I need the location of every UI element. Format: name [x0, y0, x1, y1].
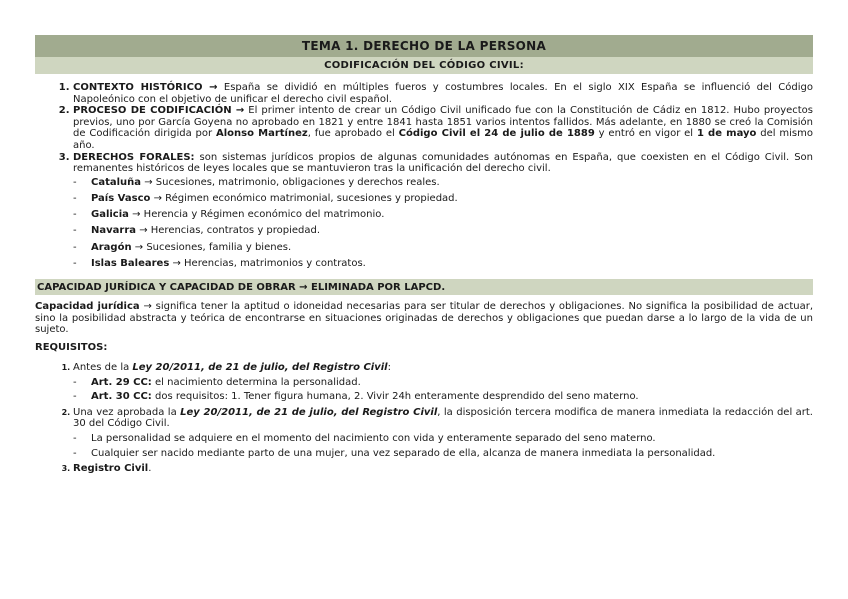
region-name: Aragón: [91, 241, 132, 253]
article-label: Art. 30 CC:: [91, 391, 152, 403]
requisitos-list: [35, 362, 813, 475]
law-reference: Ley 20/2011, de 21 de julio, del Registro Civil: [180, 406, 438, 418]
list-item: [73, 391, 813, 403]
list-item-forales: [73, 152, 813, 270]
list-item-req2: [73, 407, 813, 459]
list-item: [73, 225, 813, 237]
region-desc: Sucesiones, matrimonio, obligaciones y derechos reales.: [152, 176, 440, 188]
title-text: TEMA 1. DERECHO DE LA PERSONA: [301, 39, 547, 53]
document-page: [35, 35, 813, 475]
section-subtitle: [35, 57, 813, 74]
forales-sublist: [73, 177, 813, 270]
req2-sublist: [73, 433, 813, 459]
list-item: [73, 209, 813, 221]
law-reference: Ley 20/2011, de 21 de julio, del Registro Civil: [132, 362, 388, 374]
item-text: :: [387, 362, 391, 374]
codification-list: [35, 82, 813, 269]
region-desc: Régimen económico matrimonial, sucesiones y propiedad.: [161, 192, 458, 204]
item-text: del mismo año.: [73, 128, 813, 151]
item-text: El primer intento de crear un Código Civil unificado fue con la Constitución de Cádiz en 1812. Hubo proyectos previos, uno por García Goyena no aprobado en 1821 y entre 1841 hasta 1851 varios intentos fallidos. Más adelante, en 1880 se creó la Comisión de Codificación dirigida por: [73, 105, 814, 140]
bold-date: Código Civil el 24 de julio de 1889: [398, 128, 595, 140]
arrow-icon: →: [134, 241, 144, 253]
article-text: el nacimiento determina la personalidad.: [151, 376, 361, 388]
list-item-req1: [73, 362, 813, 403]
item-label: DERECHOS FORALES:: [73, 151, 195, 163]
item-text: Una vez aprobada la: [73, 406, 181, 418]
term-definition: → significa tener la aptitud o idoneidad necesarias para ser titular de derechos y obligaciones. No significa la posibilidad de actuar, sino la posibilidad abstracta y teórica de encontrarse en situaciones originadas de derechos y obligaciones que puedan darse a lo largo de la vida de un sujeto.: [35, 301, 813, 336]
region-name: Islas Baleares: [91, 257, 170, 269]
item-label: Registro Civil: [73, 463, 149, 475]
section-heading-capacidad: [35, 279, 813, 295]
arrow-icon: →: [139, 225, 148, 237]
region-desc: Herencia y Régimen económico del matrimonio.: [140, 209, 385, 221]
region-desc: Sucesiones, familia y bienes.: [143, 241, 292, 253]
arrow-icon: →: [153, 192, 162, 204]
list-item-proceso: [73, 105, 813, 151]
region-desc: Herencias, contratos y propiedad.: [147, 225, 321, 237]
item-text: Antes de la: [73, 362, 133, 374]
bold-name: Alonso Martínez: [215, 128, 308, 140]
bold-date: 1 de mayo: [696, 128, 757, 140]
list-item: [73, 193, 813, 205]
requisitos-heading: REQUISITOS:: [35, 342, 108, 354]
item-text: y entró en vigor el: [594, 128, 697, 140]
list-item: [73, 258, 813, 270]
list-item: [73, 242, 813, 254]
item-text: , la disposición tercera modifica de manera inmediata la redacción del art. 30 del Código Civil.: [73, 406, 813, 430]
arrow-icon: →: [144, 176, 153, 188]
article-text: dos requisitos: 1. Tener figura humana, 2. Vivir 24h enteramente desprendido del seno materno.: [151, 391, 639, 403]
region-name: Navarra: [91, 225, 136, 237]
list-item: [73, 177, 813, 189]
page-title: [35, 35, 813, 57]
req1-sublist: [73, 377, 813, 403]
region-name: Galicia: [91, 209, 129, 221]
list-item: - Cualquier ser nacido mediante parto de una mujer, una vez separado de ella, alcanza de manera inmediata la personalidad.: [73, 448, 813, 460]
item-text: , fue aprobado el: [307, 128, 399, 140]
capacidad-paragraph: [35, 301, 813, 336]
term-label: Capacidad jurídica: [35, 301, 140, 313]
article-label: Art. 29 CC:: [91, 376, 152, 388]
list-item-req3: [73, 463, 813, 475]
subtitle-text: CODIFICACIÓN DEL CÓDIGO CIVIL:: [324, 60, 524, 71]
region-name: País Vasco: [91, 192, 151, 204]
region-desc: Herencias, matrimonios y contratos.: [180, 257, 366, 269]
item-text: .: [148, 463, 152, 475]
item-label: PROCESO DE CODIFICACIÓN →: [73, 105, 245, 117]
item-label: CONTEXTO HISTÓRICO →: [73, 82, 218, 93]
item-text: España se dividió en múltiples fueros y costumbres locales. En el siglo XIX España se influenció del Código Napoleónico con el objetivo de unificar el derecho civil español.: [73, 82, 813, 105]
arrow-icon: →: [172, 257, 181, 269]
arrow-icon: →: [132, 209, 141, 221]
list-item-contexto: [73, 82, 813, 105]
list-item: - La personalidad se adquiere en el momento del nacimiento con vida y enteramente separado del seno materno.: [73, 433, 813, 445]
section-heading-text: CAPACIDAD JURÍDICA Y CAPACIDAD DE OBRAR → ELIMINADA POR LAPCD.: [37, 281, 446, 293]
region-name: Cataluña: [91, 176, 142, 188]
item-text: son sistemas jurídicos propios de algunas comunidades autónomas en España, que coexisten en el Código Civil. Son remanentes históricos de leyes locales que se mantuvieron tras la unificación del derecho civil.: [73, 151, 813, 175]
list-item: [73, 377, 813, 389]
